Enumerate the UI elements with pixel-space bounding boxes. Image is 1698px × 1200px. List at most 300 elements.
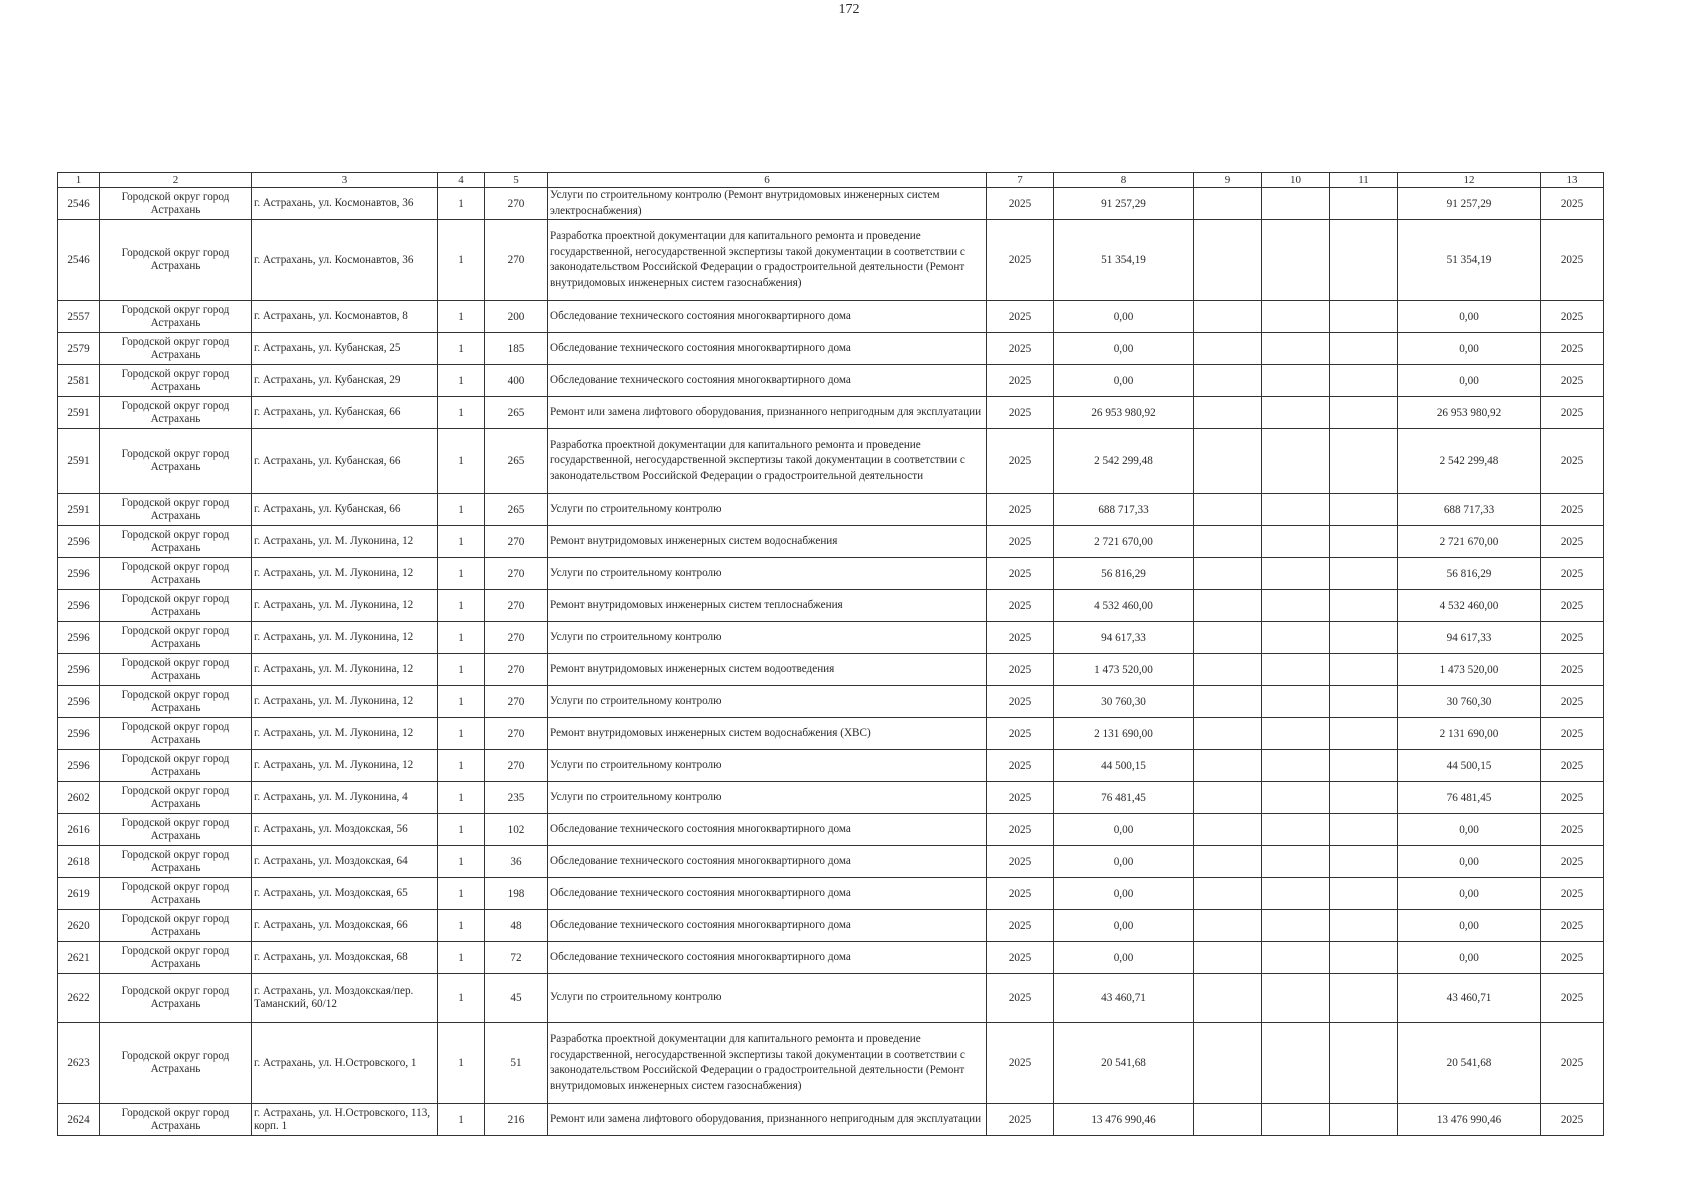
row-number: 2596 bbox=[58, 622, 100, 654]
header-row bbox=[58, 173, 1604, 188]
column-header-6: 6 bbox=[548, 173, 987, 188]
year-end: 2025 bbox=[1541, 782, 1604, 814]
amount-fund: 0,00 bbox=[1398, 878, 1541, 910]
column-header-5: 5 bbox=[485, 173, 548, 188]
row-number: 2579 bbox=[58, 333, 100, 365]
row-number: 2546 bbox=[58, 188, 100, 220]
table-row bbox=[58, 782, 1604, 814]
col10-cell bbox=[1262, 750, 1330, 782]
row-number: 2624 bbox=[58, 1104, 100, 1136]
amount-fund: 20 541,68 bbox=[1398, 1023, 1541, 1104]
work-type: Разработка проектной документации для капитального ремонта и проведение государственной, негосударственной экспертизы такой документации в соответствии с законодательством Российской Федерации о градостроительной деятельности bbox=[548, 429, 987, 494]
register-table bbox=[57, 172, 1604, 1136]
address: г. Астрахань, ул. М. Луконина, 12 bbox=[252, 686, 438, 718]
col10-cell bbox=[1262, 220, 1330, 301]
work-type: Ремонт внутридомовых инженерных систем водоотведения bbox=[548, 654, 987, 686]
year-start: 2025 bbox=[987, 526, 1054, 558]
quantity: 1 bbox=[438, 429, 485, 494]
value-col5: 48 bbox=[485, 910, 548, 942]
work-type: Услуги по строительному контролю bbox=[548, 782, 987, 814]
year-start: 2025 bbox=[987, 750, 1054, 782]
address: г. Астрахань, ул. Н.Островского, 1 bbox=[252, 1023, 438, 1104]
year-end: 2025 bbox=[1541, 654, 1604, 686]
col11-cell bbox=[1330, 846, 1398, 878]
amount-fund: 43 460,71 bbox=[1398, 974, 1541, 1023]
amount-total: 2 542 299,48 bbox=[1054, 429, 1194, 494]
year-end: 2025 bbox=[1541, 333, 1604, 365]
municipality: Городской округ город Астрахань bbox=[100, 220, 252, 301]
table-row bbox=[58, 188, 1604, 220]
column-header-9: 9 bbox=[1194, 173, 1262, 188]
work-type: Услуги по строительному контролю bbox=[548, 558, 987, 590]
table-row bbox=[58, 590, 1604, 622]
column-header-11: 11 bbox=[1330, 173, 1398, 188]
amount-total: 56 816,29 bbox=[1054, 558, 1194, 590]
work-type: Обследование технического состояния многоквартирного дома bbox=[548, 942, 987, 974]
col10-cell bbox=[1262, 365, 1330, 397]
year-start: 2025 bbox=[987, 590, 1054, 622]
table-row bbox=[58, 846, 1604, 878]
work-type: Ремонт или замена лифтового оборудования, признанного непригодным для эксплуатации bbox=[548, 397, 987, 429]
value-col5: 270 bbox=[485, 558, 548, 590]
col11-cell bbox=[1330, 718, 1398, 750]
row-number: 2591 bbox=[58, 397, 100, 429]
value-col5: 185 bbox=[485, 333, 548, 365]
work-type: Обследование технического состояния многоквартирного дома bbox=[548, 846, 987, 878]
column-header-4: 4 bbox=[438, 173, 485, 188]
value-col5: 270 bbox=[485, 686, 548, 718]
col9-cell bbox=[1194, 365, 1262, 397]
col11-cell bbox=[1330, 686, 1398, 718]
work-type: Ремонт внутридомовых инженерных систем водоснабжения (ХВС) bbox=[548, 718, 987, 750]
year-start: 2025 bbox=[987, 622, 1054, 654]
amount-fund: 0,00 bbox=[1398, 365, 1541, 397]
work-type: Разработка проектной документации для капитального ремонта и проведение государственной, негосударственной экспертизы такой документации в соответствии с законодательством Российской Федерации о градостроительной деятельности (Ремонт внутридомовых инженерных систем газоснабжения) bbox=[548, 1023, 987, 1104]
address: г. Астрахань, ул. Н.Островского, 113, корп. 1 bbox=[252, 1104, 438, 1136]
quantity: 1 bbox=[438, 846, 485, 878]
municipality: Городской округ город Астрахань bbox=[100, 494, 252, 526]
amount-fund: 26 953 980,92 bbox=[1398, 397, 1541, 429]
amount-total: 0,00 bbox=[1054, 814, 1194, 846]
table-row bbox=[58, 365, 1604, 397]
col11-cell bbox=[1330, 974, 1398, 1023]
quantity: 1 bbox=[438, 750, 485, 782]
quantity: 1 bbox=[438, 910, 485, 942]
quantity: 1 bbox=[438, 188, 485, 220]
year-start: 2025 bbox=[987, 365, 1054, 397]
col11-cell bbox=[1330, 910, 1398, 942]
col11-cell bbox=[1330, 1104, 1398, 1136]
amount-fund: 688 717,33 bbox=[1398, 494, 1541, 526]
col9-cell bbox=[1194, 590, 1262, 622]
col11-cell bbox=[1330, 220, 1398, 301]
year-end: 2025 bbox=[1541, 750, 1604, 782]
amount-total: 26 953 980,92 bbox=[1054, 397, 1194, 429]
municipality: Городской округ город Астрахань bbox=[100, 188, 252, 220]
col11-cell bbox=[1330, 397, 1398, 429]
value-col5: 270 bbox=[485, 220, 548, 301]
amount-total: 76 481,45 bbox=[1054, 782, 1194, 814]
col9-cell bbox=[1194, 782, 1262, 814]
year-end: 2025 bbox=[1541, 494, 1604, 526]
table-row bbox=[58, 878, 1604, 910]
municipality: Городской округ город Астрахань bbox=[100, 750, 252, 782]
col11-cell bbox=[1330, 622, 1398, 654]
row-number: 2622 bbox=[58, 974, 100, 1023]
table-row bbox=[58, 942, 1604, 974]
quantity: 1 bbox=[438, 301, 485, 333]
year-start: 2025 bbox=[987, 846, 1054, 878]
year-end: 2025 bbox=[1541, 590, 1604, 622]
quantity: 1 bbox=[438, 622, 485, 654]
table-row bbox=[58, 558, 1604, 590]
row-number: 2620 bbox=[58, 910, 100, 942]
year-start: 2025 bbox=[987, 686, 1054, 718]
col10-cell bbox=[1262, 188, 1330, 220]
row-number: 2618 bbox=[58, 846, 100, 878]
col9-cell bbox=[1194, 301, 1262, 333]
col10-cell bbox=[1262, 910, 1330, 942]
column-header-3: 3 bbox=[252, 173, 438, 188]
year-end: 2025 bbox=[1541, 301, 1604, 333]
col11-cell bbox=[1330, 750, 1398, 782]
work-type: Обследование технического состояния многоквартирного дома bbox=[548, 814, 987, 846]
row-number: 2591 bbox=[58, 429, 100, 494]
year-end: 2025 bbox=[1541, 814, 1604, 846]
amount-fund: 30 760,30 bbox=[1398, 686, 1541, 718]
year-start: 2025 bbox=[987, 397, 1054, 429]
value-col5: 270 bbox=[485, 590, 548, 622]
col10-cell bbox=[1262, 526, 1330, 558]
amount-fund: 91 257,29 bbox=[1398, 188, 1541, 220]
col9-cell bbox=[1194, 654, 1262, 686]
table-row bbox=[58, 1023, 1604, 1104]
value-col5: 235 bbox=[485, 782, 548, 814]
table-row bbox=[58, 750, 1604, 782]
col10-cell bbox=[1262, 622, 1330, 654]
table-row bbox=[58, 429, 1604, 494]
col9-cell bbox=[1194, 494, 1262, 526]
col11-cell bbox=[1330, 494, 1398, 526]
amount-fund: 1 473 520,00 bbox=[1398, 654, 1541, 686]
col9-cell bbox=[1194, 397, 1262, 429]
year-end: 2025 bbox=[1541, 429, 1604, 494]
amount-total: 0,00 bbox=[1054, 333, 1194, 365]
col9-cell bbox=[1194, 814, 1262, 846]
col9-cell bbox=[1194, 718, 1262, 750]
municipality: Городской округ город Астрахань bbox=[100, 301, 252, 333]
work-type: Разработка проектной документации для капитального ремонта и проведение государственной, негосударственной экспертизы такой документации в соответствии с законодательством Российской Федерации о градостроительной деятельности (Ремонт внутридомовых инженерных систем газоснабжения) bbox=[548, 220, 987, 301]
row-number: 2596 bbox=[58, 526, 100, 558]
col9-cell bbox=[1194, 750, 1262, 782]
value-col5: 36 bbox=[485, 846, 548, 878]
year-end: 2025 bbox=[1541, 188, 1604, 220]
quantity: 1 bbox=[438, 878, 485, 910]
amount-total: 0,00 bbox=[1054, 910, 1194, 942]
municipality: Городской округ город Астрахань bbox=[100, 590, 252, 622]
amount-fund: 0,00 bbox=[1398, 301, 1541, 333]
amount-fund: 0,00 bbox=[1398, 846, 1541, 878]
address: г. Астрахань, ул. Космонавтов, 36 bbox=[252, 188, 438, 220]
address: г. Астрахань, ул. Космонавтов, 36 bbox=[252, 220, 438, 301]
amount-fund: 2 131 690,00 bbox=[1398, 718, 1541, 750]
address: г. Астрахань, ул. Кубанская, 66 bbox=[252, 494, 438, 526]
col10-cell bbox=[1262, 397, 1330, 429]
table-row bbox=[58, 686, 1604, 718]
col9-cell bbox=[1194, 686, 1262, 718]
value-col5: 270 bbox=[485, 654, 548, 686]
municipality: Городской округ город Астрахань bbox=[100, 333, 252, 365]
quantity: 1 bbox=[438, 494, 485, 526]
amount-total: 0,00 bbox=[1054, 365, 1194, 397]
year-end: 2025 bbox=[1541, 1104, 1604, 1136]
table-row bbox=[58, 718, 1604, 750]
table-row bbox=[58, 397, 1604, 429]
year-end: 2025 bbox=[1541, 397, 1604, 429]
col10-cell bbox=[1262, 654, 1330, 686]
year-end: 2025 bbox=[1541, 622, 1604, 654]
municipality: Городской округ город Астрахань bbox=[100, 397, 252, 429]
amount-fund: 4 532 460,00 bbox=[1398, 590, 1541, 622]
quantity: 1 bbox=[438, 782, 485, 814]
year-end: 2025 bbox=[1541, 686, 1604, 718]
col10-cell bbox=[1262, 686, 1330, 718]
table-row bbox=[58, 910, 1604, 942]
quantity: 1 bbox=[438, 220, 485, 301]
work-type: Ремонт или замена лифтового оборудования, признанного непригодным для эксплуатации bbox=[548, 1104, 987, 1136]
address: г. Астрахань, ул. М. Луконина, 12 bbox=[252, 750, 438, 782]
amount-total: 30 760,30 bbox=[1054, 686, 1194, 718]
value-col5: 400 bbox=[485, 365, 548, 397]
year-end: 2025 bbox=[1541, 718, 1604, 750]
address: г. Астрахань, ул. М. Луконина, 12 bbox=[252, 718, 438, 750]
col11-cell bbox=[1330, 188, 1398, 220]
year-start: 2025 bbox=[987, 494, 1054, 526]
row-number: 2557 bbox=[58, 301, 100, 333]
amount-total: 20 541,68 bbox=[1054, 1023, 1194, 1104]
table-row bbox=[58, 622, 1604, 654]
address: г. Астрахань, ул. Моздокская, 68 bbox=[252, 942, 438, 974]
year-end: 2025 bbox=[1541, 974, 1604, 1023]
table-row bbox=[58, 301, 1604, 333]
address: г. Астрахань, ул. М. Луконина, 4 bbox=[252, 782, 438, 814]
row-number: 2596 bbox=[58, 686, 100, 718]
col9-cell bbox=[1194, 558, 1262, 590]
table-row bbox=[58, 814, 1604, 846]
col11-cell bbox=[1330, 590, 1398, 622]
amount-total: 688 717,33 bbox=[1054, 494, 1194, 526]
row-number: 2596 bbox=[58, 590, 100, 622]
column-header-2: 2 bbox=[100, 173, 252, 188]
col9-cell bbox=[1194, 1104, 1262, 1136]
quantity: 1 bbox=[438, 590, 485, 622]
table-row bbox=[58, 526, 1604, 558]
col11-cell bbox=[1330, 1023, 1398, 1104]
year-start: 2025 bbox=[987, 1104, 1054, 1136]
municipality: Городской округ город Астрахань bbox=[100, 686, 252, 718]
table-row bbox=[58, 333, 1604, 365]
amount-fund: 13 476 990,46 bbox=[1398, 1104, 1541, 1136]
amount-fund: 56 816,29 bbox=[1398, 558, 1541, 590]
address: г. Астрахань, ул. Кубанская, 66 bbox=[252, 397, 438, 429]
year-start: 2025 bbox=[987, 814, 1054, 846]
col10-cell bbox=[1262, 814, 1330, 846]
year-start: 2025 bbox=[987, 654, 1054, 686]
year-start: 2025 bbox=[987, 301, 1054, 333]
row-number: 2616 bbox=[58, 814, 100, 846]
col11-cell bbox=[1330, 782, 1398, 814]
row-number: 2596 bbox=[58, 558, 100, 590]
col11-cell bbox=[1330, 942, 1398, 974]
col11-cell bbox=[1330, 654, 1398, 686]
value-col5: 270 bbox=[485, 750, 548, 782]
work-type: Услуги по строительному контролю bbox=[548, 686, 987, 718]
municipality: Городской округ город Астрахань bbox=[100, 910, 252, 942]
col9-cell bbox=[1194, 878, 1262, 910]
amount-total: 0,00 bbox=[1054, 846, 1194, 878]
row-number: 2546 bbox=[58, 220, 100, 301]
quantity: 1 bbox=[438, 974, 485, 1023]
year-start: 2025 bbox=[987, 429, 1054, 494]
year-end: 2025 bbox=[1541, 526, 1604, 558]
col11-cell bbox=[1330, 333, 1398, 365]
value-col5: 216 bbox=[485, 1104, 548, 1136]
amount-total: 0,00 bbox=[1054, 878, 1194, 910]
municipality: Городской округ город Астрахань bbox=[100, 782, 252, 814]
address: г. Астрахань, ул. М. Луконина, 12 bbox=[252, 558, 438, 590]
address: г. Астрахань, ул. Кубанская, 25 bbox=[252, 333, 438, 365]
value-col5: 200 bbox=[485, 301, 548, 333]
amount-fund: 0,00 bbox=[1398, 942, 1541, 974]
table-header bbox=[58, 173, 1604, 188]
municipality: Городской округ город Астрахань bbox=[100, 1104, 252, 1136]
municipality: Городской округ город Астрахань bbox=[100, 365, 252, 397]
row-number: 2596 bbox=[58, 750, 100, 782]
quantity: 1 bbox=[438, 1023, 485, 1104]
column-header-7: 7 bbox=[987, 173, 1054, 188]
work-type: Ремонт внутридомовых инженерных систем теплоснабжения bbox=[548, 590, 987, 622]
year-start: 2025 bbox=[987, 558, 1054, 590]
address: г. Астрахань, ул. Кубанская, 29 bbox=[252, 365, 438, 397]
column-header-10: 10 bbox=[1262, 173, 1330, 188]
table-row bbox=[58, 1104, 1604, 1136]
year-start: 2025 bbox=[987, 910, 1054, 942]
col11-cell bbox=[1330, 878, 1398, 910]
amount-fund: 44 500,15 bbox=[1398, 750, 1541, 782]
value-col5: 270 bbox=[485, 622, 548, 654]
year-end: 2025 bbox=[1541, 365, 1604, 397]
quantity: 1 bbox=[438, 558, 485, 590]
col10-cell bbox=[1262, 718, 1330, 750]
table-row bbox=[58, 654, 1604, 686]
address: г. Астрахань, ул. М. Луконина, 12 bbox=[252, 622, 438, 654]
work-type: Ремонт внутридомовых инженерных систем водоснабжения bbox=[548, 526, 987, 558]
col9-cell bbox=[1194, 942, 1262, 974]
work-type: Обследование технического состояния многоквартирного дома bbox=[548, 301, 987, 333]
col11-cell bbox=[1330, 429, 1398, 494]
quantity: 1 bbox=[438, 942, 485, 974]
work-type: Услуги по строительному контролю bbox=[548, 494, 987, 526]
register-table-wrapper bbox=[57, 172, 1604, 1136]
col11-cell bbox=[1330, 526, 1398, 558]
col11-cell bbox=[1330, 558, 1398, 590]
municipality: Городской округ город Астрахань bbox=[100, 622, 252, 654]
column-header-12: 12 bbox=[1398, 173, 1541, 188]
amount-total: 51 354,19 bbox=[1054, 220, 1194, 301]
col9-cell bbox=[1194, 526, 1262, 558]
amount-total: 91 257,29 bbox=[1054, 188, 1194, 220]
year-end: 2025 bbox=[1541, 220, 1604, 301]
address: г. Астрахань, ул. М. Луконина, 12 bbox=[252, 526, 438, 558]
page-number: 172 bbox=[838, 2, 860, 17]
quantity: 1 bbox=[438, 718, 485, 750]
column-header-13: 13 bbox=[1541, 173, 1604, 188]
year-start: 2025 bbox=[987, 188, 1054, 220]
col9-cell bbox=[1194, 333, 1262, 365]
amount-total: 0,00 bbox=[1054, 301, 1194, 333]
value-col5: 270 bbox=[485, 188, 548, 220]
col10-cell bbox=[1262, 846, 1330, 878]
row-number: 2621 bbox=[58, 942, 100, 974]
amount-total: 2 131 690,00 bbox=[1054, 718, 1194, 750]
municipality: Городской округ город Астрахань bbox=[100, 814, 252, 846]
year-end: 2025 bbox=[1541, 558, 1604, 590]
col10-cell bbox=[1262, 558, 1330, 590]
amount-fund: 51 354,19 bbox=[1398, 220, 1541, 301]
table-row bbox=[58, 494, 1604, 526]
amount-total: 43 460,71 bbox=[1054, 974, 1194, 1023]
value-col5: 270 bbox=[485, 526, 548, 558]
row-number: 2581 bbox=[58, 365, 100, 397]
address: г. Астрахань, ул. Космонавтов, 8 bbox=[252, 301, 438, 333]
value-col5: 45 bbox=[485, 974, 548, 1023]
value-col5: 265 bbox=[485, 429, 548, 494]
row-number: 2619 bbox=[58, 878, 100, 910]
year-end: 2025 bbox=[1541, 910, 1604, 942]
quantity: 1 bbox=[438, 333, 485, 365]
work-type: Обследование технического состояния многоквартирного дома bbox=[548, 333, 987, 365]
col10-cell bbox=[1262, 429, 1330, 494]
year-end: 2025 bbox=[1541, 942, 1604, 974]
work-type: Услуги по строительному контролю bbox=[548, 622, 987, 654]
amount-fund: 2 542 299,48 bbox=[1398, 429, 1541, 494]
value-col5: 102 bbox=[485, 814, 548, 846]
col11-cell bbox=[1330, 814, 1398, 846]
municipality: Городской округ город Астрахань bbox=[100, 526, 252, 558]
amount-total: 0,00 bbox=[1054, 942, 1194, 974]
municipality: Городской округ город Астрахань bbox=[100, 846, 252, 878]
row-number: 2602 bbox=[58, 782, 100, 814]
row-number: 2596 bbox=[58, 718, 100, 750]
col9-cell bbox=[1194, 429, 1262, 494]
address: г. Астрахань, ул. Моздокская, 64 bbox=[252, 846, 438, 878]
year-end: 2025 bbox=[1541, 846, 1604, 878]
col10-cell bbox=[1262, 333, 1330, 365]
municipality: Городской округ город Астрахань bbox=[100, 974, 252, 1023]
value-col5: 198 bbox=[485, 878, 548, 910]
col9-cell bbox=[1194, 910, 1262, 942]
quantity: 1 bbox=[438, 686, 485, 718]
col10-cell bbox=[1262, 1104, 1330, 1136]
table-body bbox=[58, 188, 1604, 1136]
row-number: 2596 bbox=[58, 654, 100, 686]
address: г. Астрахань, ул. М. Луконина, 12 bbox=[252, 590, 438, 622]
year-end: 2025 bbox=[1541, 878, 1604, 910]
col9-cell bbox=[1194, 188, 1262, 220]
value-col5: 270 bbox=[485, 718, 548, 750]
table-row bbox=[58, 220, 1604, 301]
year-start: 2025 bbox=[987, 878, 1054, 910]
